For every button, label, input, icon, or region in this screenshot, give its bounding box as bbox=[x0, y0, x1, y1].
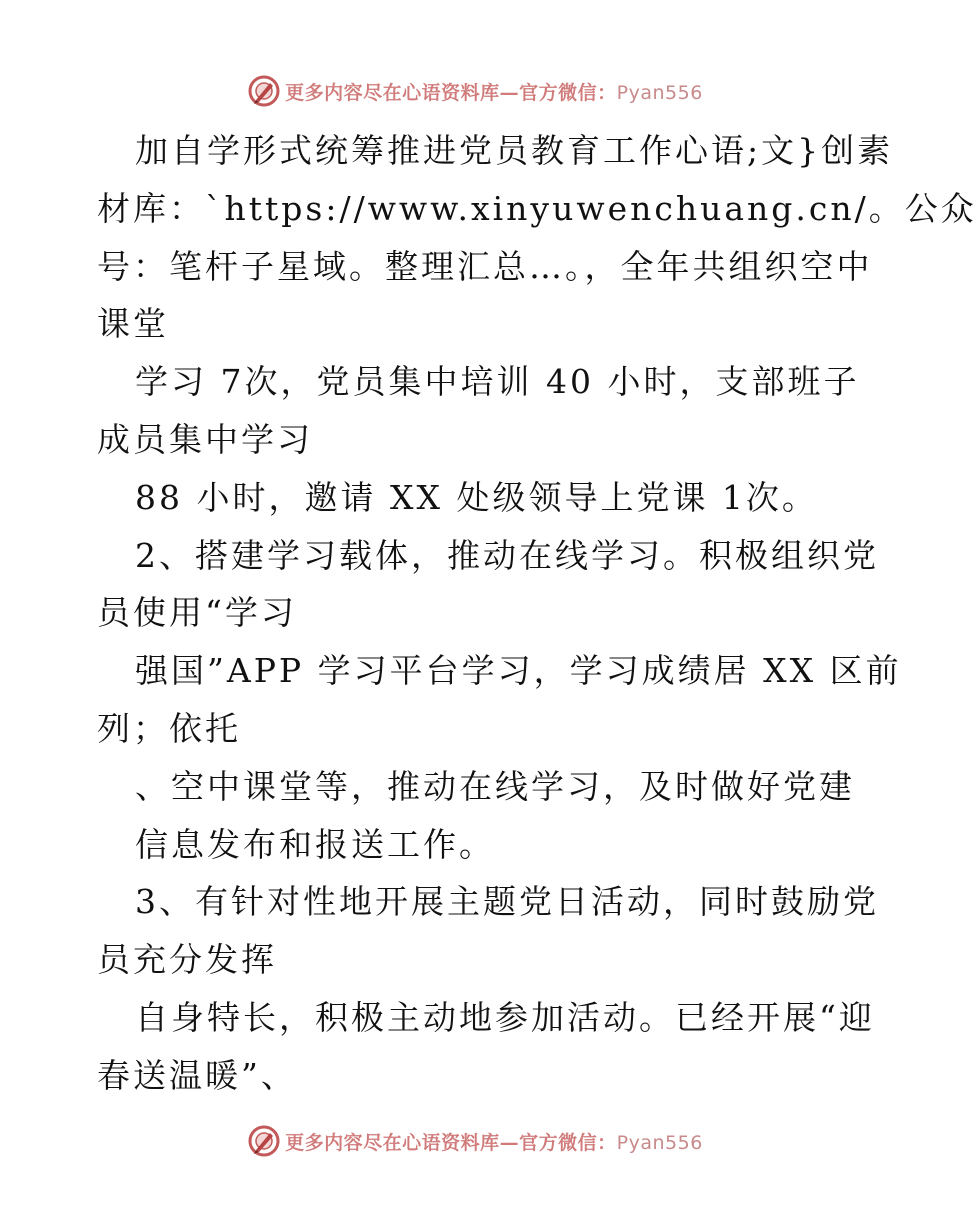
header-wechat-id: Pyan556 bbox=[616, 81, 703, 104]
document-body bbox=[97, 122, 977, 1105]
footer-banner bbox=[0, 1121, 950, 1161]
text-line: 自身特长，积极主动地参加活动。已经开展“迎 bbox=[135, 997, 875, 1037]
text-line: 88 小时，邀请 XX 处级领导上党课 1次。 bbox=[135, 477, 818, 517]
text-line: 员使用“学习 bbox=[97, 593, 297, 633]
text-line: 成员集中学习 bbox=[97, 419, 313, 459]
pen-seal-icon bbox=[247, 1124, 281, 1158]
footer-banner-text: 更多内容尽在心语资料库—官方微信：Pyan556 bbox=[285, 1131, 703, 1154]
text-line: 3、有针对性地开展主题党日活动，同时鼓励党 bbox=[135, 882, 879, 922]
header-banner-text: 更多内容尽在心语资料库—官方微信：Pyan556 bbox=[285, 81, 703, 104]
text-line: 2、搭建学习载体，推动在线学习。积极组织党 bbox=[135, 535, 879, 575]
text-line: 春送温暖”、 bbox=[97, 1055, 297, 1095]
header-banner bbox=[0, 71, 950, 111]
text-line: 加自学形式统筹推进党员教育工作心语;文}创素 bbox=[135, 131, 894, 170]
text-line: 课堂 bbox=[97, 304, 169, 344]
text-line: 强国”APP 学习平台学习，学习成绩居 XX 区前 bbox=[135, 651, 902, 691]
text-line: 列；依托 bbox=[97, 708, 241, 748]
text-line: 材库：`https://www.xinyuwenchuang.cn/。公众 bbox=[97, 188, 977, 228]
text-line: 学习 7次，党员集中培训 40 小时，支部班子 bbox=[135, 362, 860, 402]
pen-seal-icon bbox=[247, 74, 281, 108]
text-line: 信息发布和报送工作。 bbox=[135, 824, 495, 864]
text-line: 员充分发挥 bbox=[97, 940, 277, 980]
footer-wechat-id: Pyan556 bbox=[616, 1131, 703, 1154]
text-line: 、空中课堂等，推动在线学习，及时做好党建 bbox=[135, 766, 855, 806]
text-line: 号：笔杆子星域。整理汇总…。，全年共组织空中 bbox=[97, 246, 873, 286]
